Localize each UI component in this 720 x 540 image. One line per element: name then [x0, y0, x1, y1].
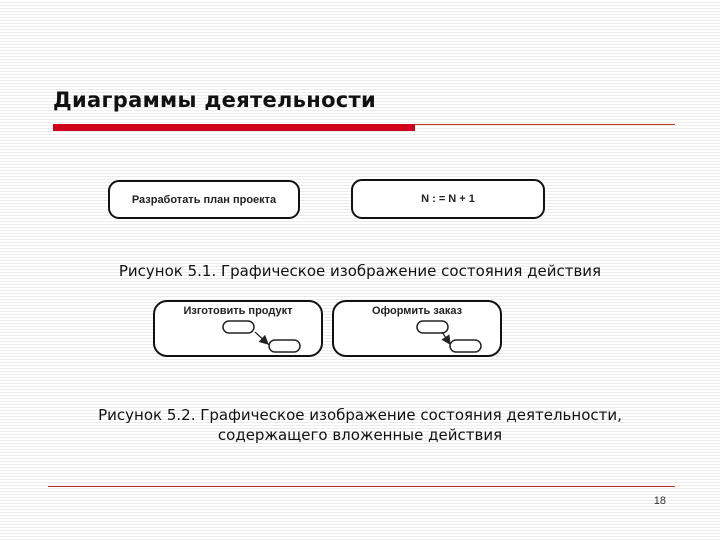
- nested-action-node: [417, 321, 448, 333]
- action-state-plan: [108, 180, 300, 219]
- nested-actions-diagram: [155, 302, 320, 354]
- action-state-increment-label: N : = N + 1: [421, 193, 475, 205]
- nested-action-node: [450, 340, 481, 352]
- activity-state-order-label: Оформить заказ: [371, 305, 463, 317]
- action-state-increment: [351, 179, 545, 219]
- figure-caption-5-2-line1: Рисунок 5.2. Графическое изображение состояния деятельности,: [98, 406, 622, 424]
- nested-action-node: [223, 321, 254, 333]
- title-underline-rule: [415, 124, 675, 125]
- activity-state-order: [332, 300, 502, 357]
- figure-caption-5-2: [0, 405, 720, 445]
- activity-state-produce-label: Изготовить продукт: [183, 305, 293, 317]
- activity-state-produce: [153, 300, 323, 357]
- nested-actions-diagram: [334, 302, 499, 354]
- figure-caption-5-2-line2: содержащего вложенные действия: [217, 426, 503, 444]
- transition-arrow: [442, 332, 450, 344]
- title-underline-accent: [53, 124, 415, 131]
- footer-rule: [48, 486, 675, 487]
- transition-arrow: [255, 332, 268, 344]
- action-state-plan-label: Разработать план проекта: [131, 193, 277, 206]
- slide-title: Диаграммы деятельности: [53, 88, 377, 112]
- nested-action-node: [269, 340, 300, 352]
- figure-caption-5-1: Рисунок 5.1. Графическое изображение состояния действия: [118, 262, 602, 280]
- page-number: 18: [653, 495, 666, 507]
